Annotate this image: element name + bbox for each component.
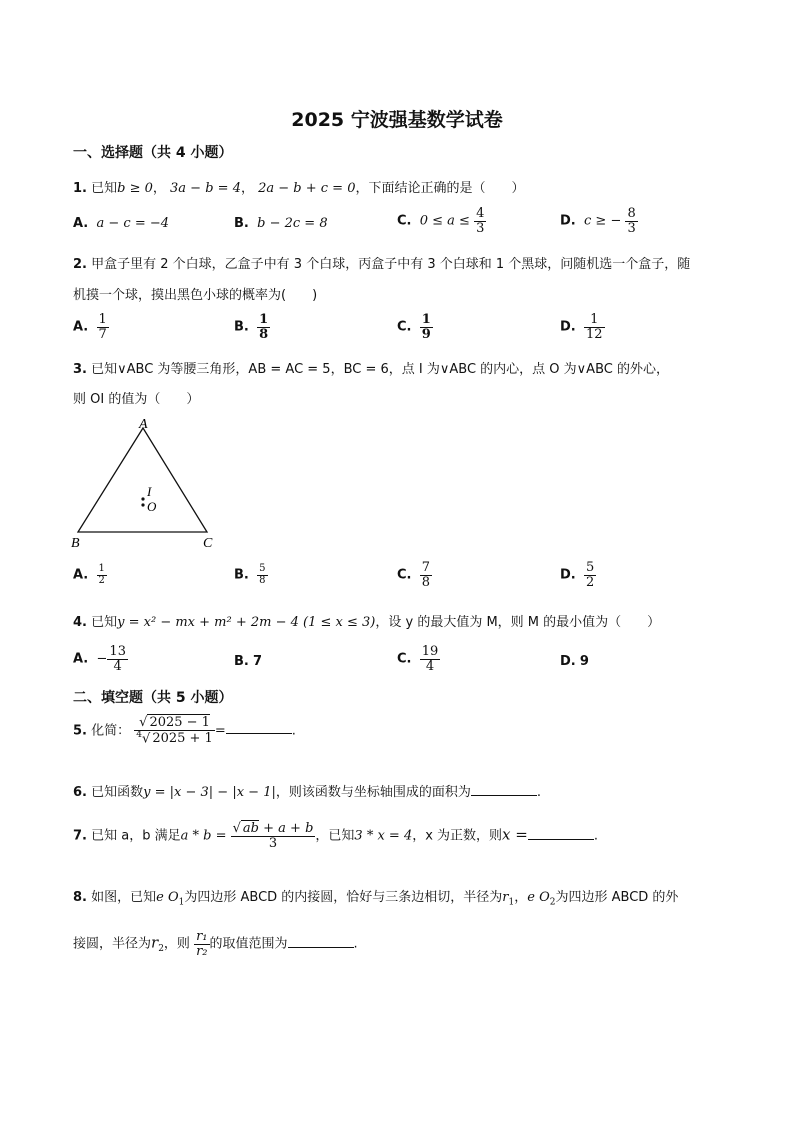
point-label-o: O xyxy=(147,499,157,514)
option-a[interactable] xyxy=(73,645,128,673)
vertex-label-c: C xyxy=(203,536,213,551)
option-b[interactable] xyxy=(234,564,268,586)
option-label: B. xyxy=(234,567,249,583)
question-text: ，下面结论正确的是（ ） xyxy=(355,181,525,196)
period: . xyxy=(536,785,541,800)
triangle-abc xyxy=(78,428,207,532)
question-5 xyxy=(73,716,296,746)
fraction: $\frac{13}{4}$ xyxy=(109,644,126,674)
question-text: 化简： xyxy=(91,723,131,739)
option-label: C. xyxy=(397,567,412,583)
option-label: D. xyxy=(560,654,576,669)
option-label: C. xyxy=(397,213,412,229)
period: . xyxy=(291,723,296,739)
option-label: C. xyxy=(397,319,412,335)
question-text: ，则 xyxy=(163,936,190,952)
period: . xyxy=(353,936,358,952)
question-number: 6. xyxy=(73,785,87,800)
question-2 xyxy=(73,253,690,272)
question-text: 的取值范围为 xyxy=(209,936,288,952)
fraction: $\frac{5}{2}$ xyxy=(586,560,595,590)
question-6 xyxy=(73,781,541,800)
question-text: ，已知 xyxy=(315,828,355,844)
math-expression: b ≥ 0 xyxy=(117,181,153,196)
option-label: A. xyxy=(73,319,89,335)
fraction: $\frac{1}{7}$ xyxy=(98,312,107,342)
fraction: $\frac{1}{9}$ xyxy=(421,312,431,342)
equals-sign: = xyxy=(214,723,226,739)
math-expression: a * b = xyxy=(180,828,227,844)
question-number: 3. xyxy=(73,362,87,377)
option-b[interactable] xyxy=(234,313,270,341)
answer-blank[interactable] xyxy=(288,935,354,948)
question-number: 5. xyxy=(73,723,87,739)
question-8: 8. 如图，已知e $O_1$为四边形 ABCD 的内接圆，恰好与三条边相切，半径为$r_1$，e $O_2$为四边形 ABCD 的外 xyxy=(73,890,679,908)
option-label: D. xyxy=(560,319,576,335)
question-text: 为四边形 ABCD 的外 xyxy=(555,890,679,905)
option-label: C. xyxy=(397,651,412,667)
option-d[interactable] xyxy=(560,313,605,341)
option-label: A. xyxy=(73,651,89,667)
question-text: ，则该函数与坐标轴围成的面积为 xyxy=(275,785,471,800)
option-c[interactable] xyxy=(397,207,486,235)
answer-blank[interactable] xyxy=(528,827,594,840)
question-3-line-2: 则 OI 的值为（ ） xyxy=(73,392,200,407)
option-value: a − c = −4 xyxy=(96,216,170,231)
question-1: 1. 已知b ≥ 0， 3a − b = 4， 2a − b + c = 0，下面结论正确的是（ ） xyxy=(73,181,525,196)
question-number: 1. xyxy=(73,181,87,196)
fraction: $\frac{7}{8}$ xyxy=(421,560,431,590)
fraction: $\frac{1}{12}$ xyxy=(586,312,603,342)
option-value: c ≥ − xyxy=(584,213,622,229)
option-d[interactable] xyxy=(560,654,589,669)
answer-blank[interactable] xyxy=(226,721,292,734)
vertex-label-a: A xyxy=(139,417,148,432)
option-value: 0 ≤ a ≤ xyxy=(419,213,470,229)
option-label: A. xyxy=(73,216,89,231)
option-value: 7 xyxy=(253,654,263,669)
question-text: ，x 为正数，则 xyxy=(412,828,503,844)
option-label: D. xyxy=(560,213,576,229)
option-c[interactable] xyxy=(397,645,440,673)
option-b[interactable] xyxy=(234,216,328,231)
question-text: 接圆，半径为 xyxy=(73,936,152,952)
math-expression: 3a − b = 4 xyxy=(170,181,241,196)
option-a[interactable] xyxy=(73,313,109,341)
option-d[interactable] xyxy=(560,561,596,589)
point-i xyxy=(141,497,144,500)
option-d[interactable] xyxy=(560,207,638,235)
fraction: $\frac{1}{2}$ xyxy=(98,563,105,586)
sqrt-expression: 2025 + 1 xyxy=(152,730,213,746)
question-text: 已知 xyxy=(91,181,118,196)
fraction: $\frac{\text{r₁}}{\text{r₂}}$ xyxy=(196,929,208,959)
question-text: 为四边形 ABCD 的内接圆，恰好与三条边相切，半径为 xyxy=(184,890,503,905)
option-label: B. xyxy=(234,319,249,335)
radius-symbol: r xyxy=(151,933,159,952)
option-label: D. xyxy=(560,567,576,583)
question-number: 7. xyxy=(73,828,87,844)
question-text: 已知 xyxy=(91,615,118,630)
sqrt-expression: 2025 − 1 xyxy=(149,715,210,730)
fraction: $\frac{√ 2025 - 1}{^4√ 2025 + 1}$ xyxy=(136,715,213,746)
question-text: 已知函数 xyxy=(91,785,144,800)
question-3 xyxy=(73,358,669,377)
triangle-figure xyxy=(64,414,234,554)
page-title: 2025 宁波强基数学试卷 xyxy=(291,109,503,131)
question-number: 4. xyxy=(73,615,87,630)
radius-symbol: r xyxy=(502,890,509,905)
fraction: $\frac{1}{8}$ xyxy=(259,312,269,342)
point-label-i: I xyxy=(147,484,152,499)
section-heading-fill: 二、填空题（共 5 小题） xyxy=(73,690,233,706)
math-expression: 2a − b + c = 0 xyxy=(258,181,356,196)
minus-sign: − xyxy=(96,651,108,667)
question-4 xyxy=(73,611,660,630)
fraction: $\frac{19}{4}$ xyxy=(421,644,439,674)
option-label: A. xyxy=(73,567,89,583)
question-7 xyxy=(73,822,598,850)
option-a[interactable] xyxy=(73,216,169,231)
circle-symbol: e O xyxy=(156,890,179,905)
math-expression: y = x² − mx + m² + 2m − 4 (1 ≤ x ≤ 3) xyxy=(117,615,376,630)
option-value: 9 xyxy=(579,654,589,669)
fraction: $\frac{5}{8}$ xyxy=(259,563,266,586)
circle-symbol: e O xyxy=(527,890,550,905)
question-text: ，设 y 的最大值为 M，则 M 的最小值为（ ） xyxy=(375,615,661,630)
option-b[interactable] xyxy=(234,654,262,669)
fraction: $\frac{4}{3}$ xyxy=(476,206,485,236)
question-8-line-2: 接圆，半径为$r_2$，则 $\frac{\text{r₁}}{\text{r₂}}$ 的取值范围为 . xyxy=(73,929,358,959)
option-value: b − 2c = 8 xyxy=(257,216,328,231)
option-a[interactable] xyxy=(73,564,107,586)
question-2-line-2: 机摸一个球，摸出黑色小球的概率为( ) xyxy=(73,288,318,303)
question-number: 2. xyxy=(73,257,87,272)
option-c[interactable] xyxy=(397,313,433,341)
fraction: $\frac{√ ab + a + b}{3}$ xyxy=(232,821,314,851)
math-expression: y = |x − 3| − |x − 1| xyxy=(143,785,276,800)
math-expression: 3 * x = 4 xyxy=(354,828,413,844)
option-c[interactable] xyxy=(397,561,432,589)
question-text: 甲盒子里有 2 个白球，乙盒子中有 3 个白球，丙盒子中有 3 个白球和 1 个黑球，问随机选一个盒子，随 xyxy=(91,257,691,272)
vertex-label-b: B xyxy=(71,536,80,551)
question-text: 已知 a，b 满足 xyxy=(91,828,181,844)
section-heading-choice: 一、选择题（共 4 小题） xyxy=(73,145,233,161)
question-number: 8. xyxy=(73,890,87,905)
option-label: B. xyxy=(234,654,249,669)
answer-blank[interactable] xyxy=(471,783,537,796)
root-index: 4 xyxy=(136,729,143,740)
fraction: $\frac{8}{3}$ xyxy=(627,206,636,236)
point-o xyxy=(141,503,144,506)
question-text: 如图，已知 xyxy=(91,890,157,905)
question-text: 已知∨ABC 为等腰三角形，AB = AC = 5，BC = 6，点 I 为∨ABC 的内心，点 O 为∨ABC 的外心， xyxy=(91,362,669,377)
option-label: B. xyxy=(234,216,249,231)
period: . xyxy=(593,828,598,844)
math-expression: x = xyxy=(502,825,528,844)
sqrt-expression: ab xyxy=(242,821,259,836)
